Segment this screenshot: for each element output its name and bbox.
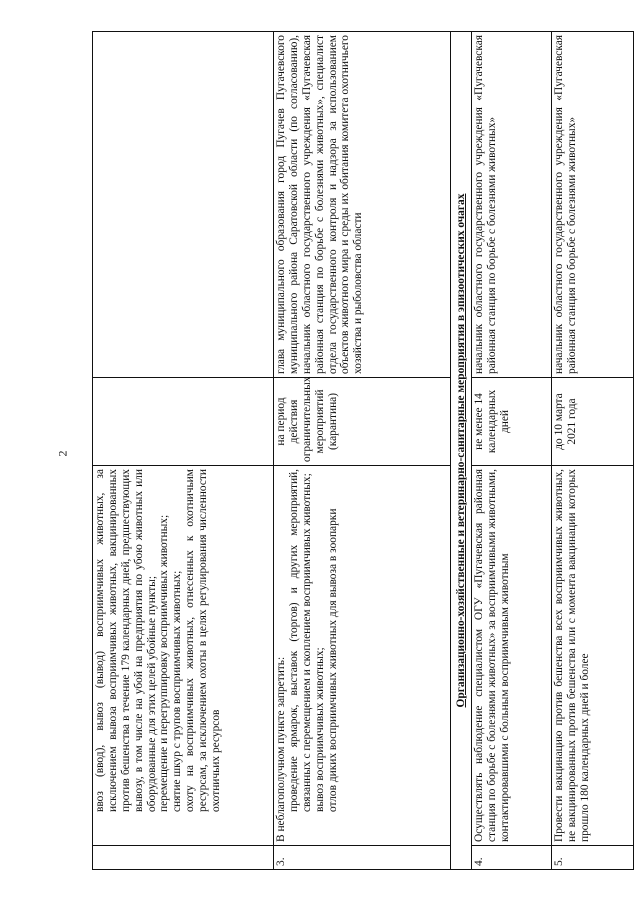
page-number: 2 <box>55 450 70 457</box>
row-number <box>93 846 274 870</box>
table-row <box>472 32 552 870</box>
measure-line: отлов диких восприимчивых животных для вывоза в зоопарки <box>326 508 339 812</box>
responsible-cell: глава муниципального образования город Пугачев Пугачевского муниципального района Саратовской области (по согласованию), начальник областного государственного учреждения «Пугачевская районная станция по борьбе с болезнями животных», специалист отдела государственного контроля и надзора за использованием объектов животного мира и среды их обитания комитета охотничьего хозяйства и рыболовства области <box>274 32 451 378</box>
measure-line: перемещение и перегруппировку восприимчивых животных; <box>158 514 171 812</box>
term-cell: до 10 марта 2021 года <box>552 378 634 466</box>
measure-line: ввоз (ввод), вывоз (вывод) восприимчивых животных, за исключением вывоза восприимчивых животных, вакцинированных против бешенства в течение 179 календарных дней, предшествующих вывозу, в том числе на убой на предприятия по убою животных или оборудованные для этих целей убойные пункты; <box>94 469 158 812</box>
term-cell: не менее 14 календарных дней <box>472 378 552 466</box>
section-title: Организационно-хозяйственные и ветеринарно-санитарные мероприятия в эпизоотических очагах <box>450 32 472 870</box>
measure-text <box>274 466 451 846</box>
row-number: 4. <box>472 846 552 870</box>
measure-line: В неблагополучном пункте запретить: <box>275 656 288 842</box>
measure-line: вывоз восприимчивых животных; <box>313 647 326 812</box>
section-row <box>450 32 472 870</box>
measure-line: охоту на восприимчивых животных, отнесенных к охотничьим ресурсам, за исключением охоты в целях регулирования численности охотничьих ресурсов <box>184 469 222 812</box>
rotated-table-container <box>92 32 634 870</box>
responsible-cell: начальник областного государственного учреждения «Пугачевская районная станция по борьбе с болезнями животных» <box>472 32 552 378</box>
table-row <box>274 32 451 870</box>
row-number: 3. <box>274 846 451 870</box>
table-row <box>552 32 634 870</box>
measures-table <box>92 31 634 870</box>
responsible-cell <box>93 32 274 378</box>
measure-text <box>93 466 274 846</box>
responsible-cell: начальник областного государственного учреждения «Пугачевская районная станция по борьбе с болезнями животных» <box>552 32 634 378</box>
measure-text: Осуществлять наблюдение специалистом ОГУ «Пугачевская районная станция по борьбе с болезнями животных» за восприимчивыми животными, контактировавшими с больным восприимчивым животным <box>472 466 552 846</box>
measure-line: снятие шкур с трупов восприимчивых животных; <box>171 570 184 812</box>
measure-line: проведение ярмарок, выставок (торгов) и других мероприятий, связанных с перемещением и скоплением восприимчивых животных; <box>287 469 313 812</box>
term-cell: на период действия ограничительных мероприятий (карантина) <box>274 378 451 466</box>
term-cell <box>93 378 274 466</box>
row-number: 5. <box>552 846 634 870</box>
table-row <box>93 32 274 870</box>
measure-text: Провести вакцинацию против бешенства всех восприимчивых животных, не вакцинированных против бешенства или с момента вакцинации которых прошло 180 календарных дней и более <box>552 466 634 846</box>
